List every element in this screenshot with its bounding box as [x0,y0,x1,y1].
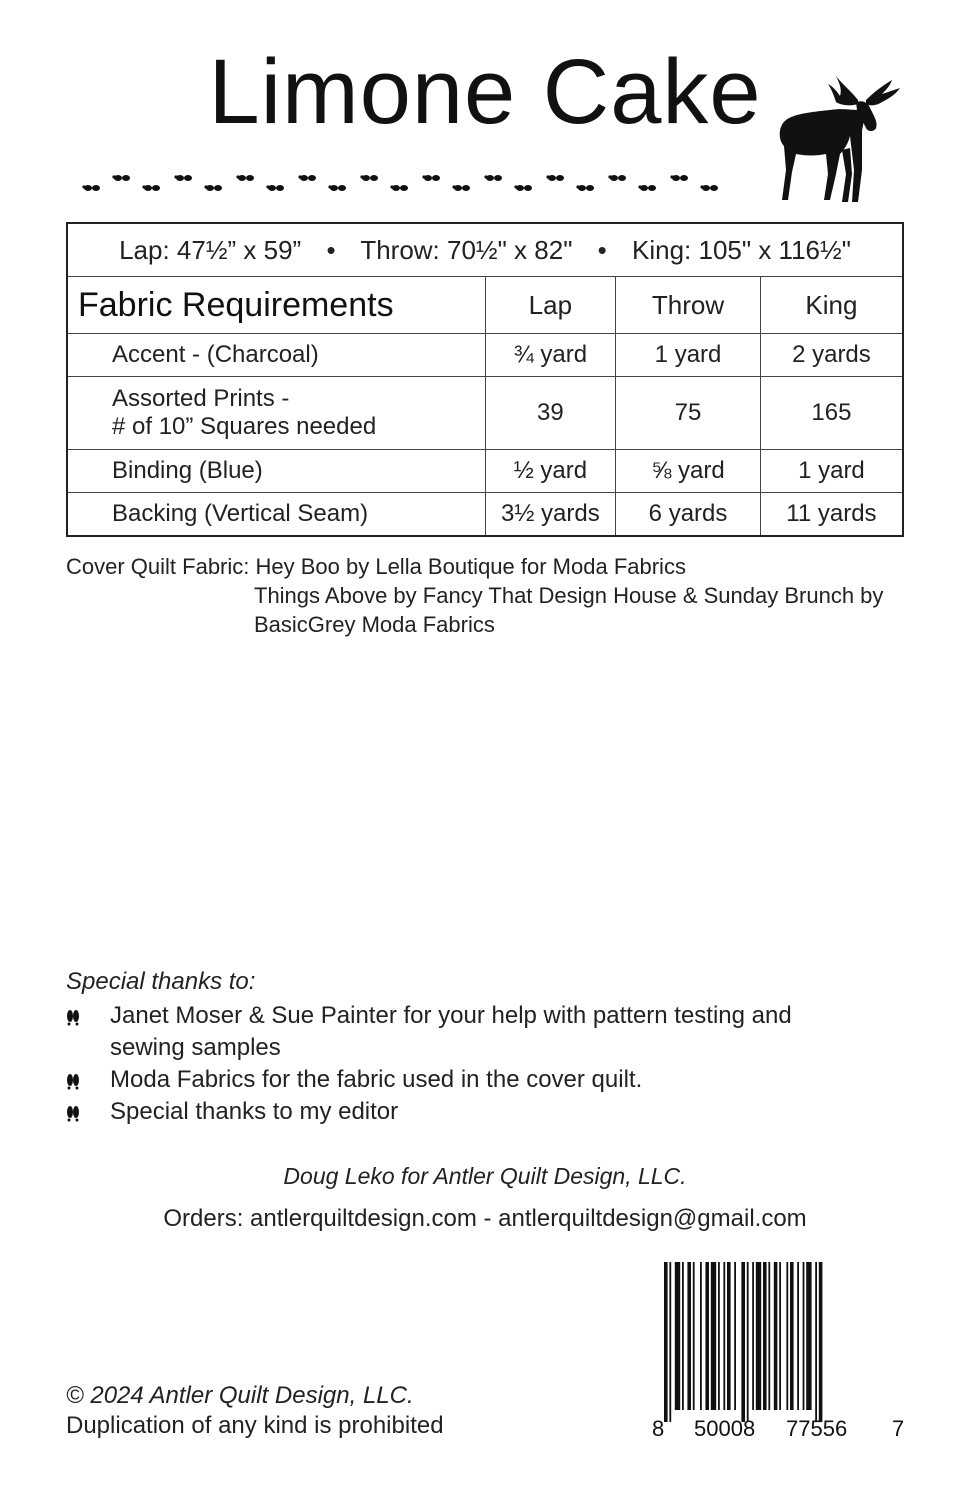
barcode-bar [819,1262,823,1422]
size-king: King: 105" x 116½" [632,234,851,265]
moose-silhouette-icon [770,70,920,210]
hoof-tracks-decoration [82,170,722,200]
thanks-item-text: Janet Moser & Sue Painter for your help with pattern testing and sewing samples [110,1002,792,1061]
barcode-bar [675,1262,680,1410]
fabric-name: Binding (Blue) [67,450,485,493]
column-header-lap: Lap [485,277,616,334]
fabric-name-cell [67,377,485,450]
thanks-item-text: Special thanks to my editor [110,1098,399,1125]
size-separator: • [326,234,336,265]
table-row [67,377,903,450]
king-amount: 2 yards [760,334,903,377]
throw-amount: 1 yard [616,334,761,377]
thanks-list [66,1000,866,1128]
barcode-digits: 77556 [786,1416,848,1440]
table-row [67,493,903,537]
barcode-bar [718,1262,720,1410]
barcode-bar [693,1262,695,1410]
barcode-digits: 50008 [694,1416,756,1440]
quilt-sizes-row [67,223,903,277]
barcode-bar [752,1262,754,1410]
copyright [66,1381,444,1441]
cover-fabric-credits [66,552,883,639]
barcode-bar [669,1262,671,1422]
barcode-bar [682,1262,684,1410]
hoof-print-icon [66,1104,80,1122]
size-separator: • [597,234,607,265]
throw-amount: 6 yards [616,493,761,537]
lap-amount: ¾ yard [485,334,616,377]
table-header-row [67,277,903,334]
fabric-name-detail: # of 10” Squares needed [112,413,377,440]
credits-line: BasicGrey Moda Fabrics [254,612,495,637]
barcode-bar [806,1262,811,1410]
special-thanks [66,968,866,1128]
credits-line: Things Above by Fancy That Design House & Sunday Brunch by [254,583,884,608]
barcode-bar [723,1262,725,1410]
barcode-bar [786,1262,788,1410]
duplication-notice: Duplication of any kind is prohibited [66,1412,444,1439]
barcode [640,1262,910,1440]
fabric-name: Assorted Prints - [112,385,290,412]
barcode-bar [747,1262,749,1422]
barcode-bar [734,1262,736,1410]
barcode-bar [741,1262,745,1422]
lap-amount: ½ yard [485,450,616,493]
table-row [67,334,903,377]
thanks-heading: Special thanks to: [66,968,256,995]
barcode-bar [756,1262,761,1410]
fabric-name: Accent - (Charcoal) [67,334,485,377]
barcode-bar [768,1262,770,1410]
barcode-bar [727,1262,731,1410]
barcode-bar [687,1262,691,1410]
quilt-sizes [67,223,903,277]
size-lap: Lap: 47½” x 59” [119,234,302,265]
throw-amount: ⅝ yard [616,450,761,493]
lap-amount: 39 [485,377,616,450]
orders-contact: Orders: antlerquiltdesign.com - antlerquiltdesign@gmail.com [163,1205,807,1232]
page-title: Limone Cake [208,41,762,143]
barcode-bar [779,1262,781,1410]
king-amount: 165 [760,377,903,450]
author-credit: Doug Leko for Antler Quilt Design, LLC. [283,1163,687,1189]
list-item [66,1096,866,1128]
credits-line: Cover Quilt Fabric: Hey Boo by Lella Boutique for Moda Fabrics [66,554,686,579]
table-row [67,450,903,493]
barcode-bar [815,1262,817,1422]
column-header-king: King [760,277,903,334]
barcode-bar [711,1262,716,1410]
fabric-requirements-table [66,222,904,537]
column-header-throw: Throw [616,277,761,334]
lap-amount: 3½ yards [485,493,616,537]
copyright-line: © 2024 Antler Quilt Design, LLC. [66,1382,414,1409]
barcode-bar [763,1262,767,1410]
thanks-item-text: Moda Fabrics for the fabric used in the cover quilt. [110,1066,643,1093]
barcode-bar [664,1262,668,1422]
throw-amount: 75 [616,377,761,450]
barcode-bar [705,1262,709,1410]
fabric-name: Backing (Vertical Seam) [67,493,485,537]
king-amount: 1 yard [760,450,903,493]
barcode-bar [797,1262,799,1410]
barcode-bar [774,1262,778,1410]
barcode-digit: 7 [892,1416,905,1440]
barcode-bar [790,1262,794,1410]
fabric-requirements-heading: Fabric Requirements [67,277,485,334]
list-item [66,1000,866,1064]
hoof-print-icon [66,1008,80,1026]
list-item [66,1064,866,1096]
hoof-print-icon [66,1072,80,1090]
barcode-digit: 8 [652,1416,665,1440]
barcode-bar [803,1262,805,1410]
size-throw: Throw: 70½" x 82" [360,234,573,265]
barcode-bar [700,1262,702,1410]
king-amount: 11 yards [760,493,903,537]
